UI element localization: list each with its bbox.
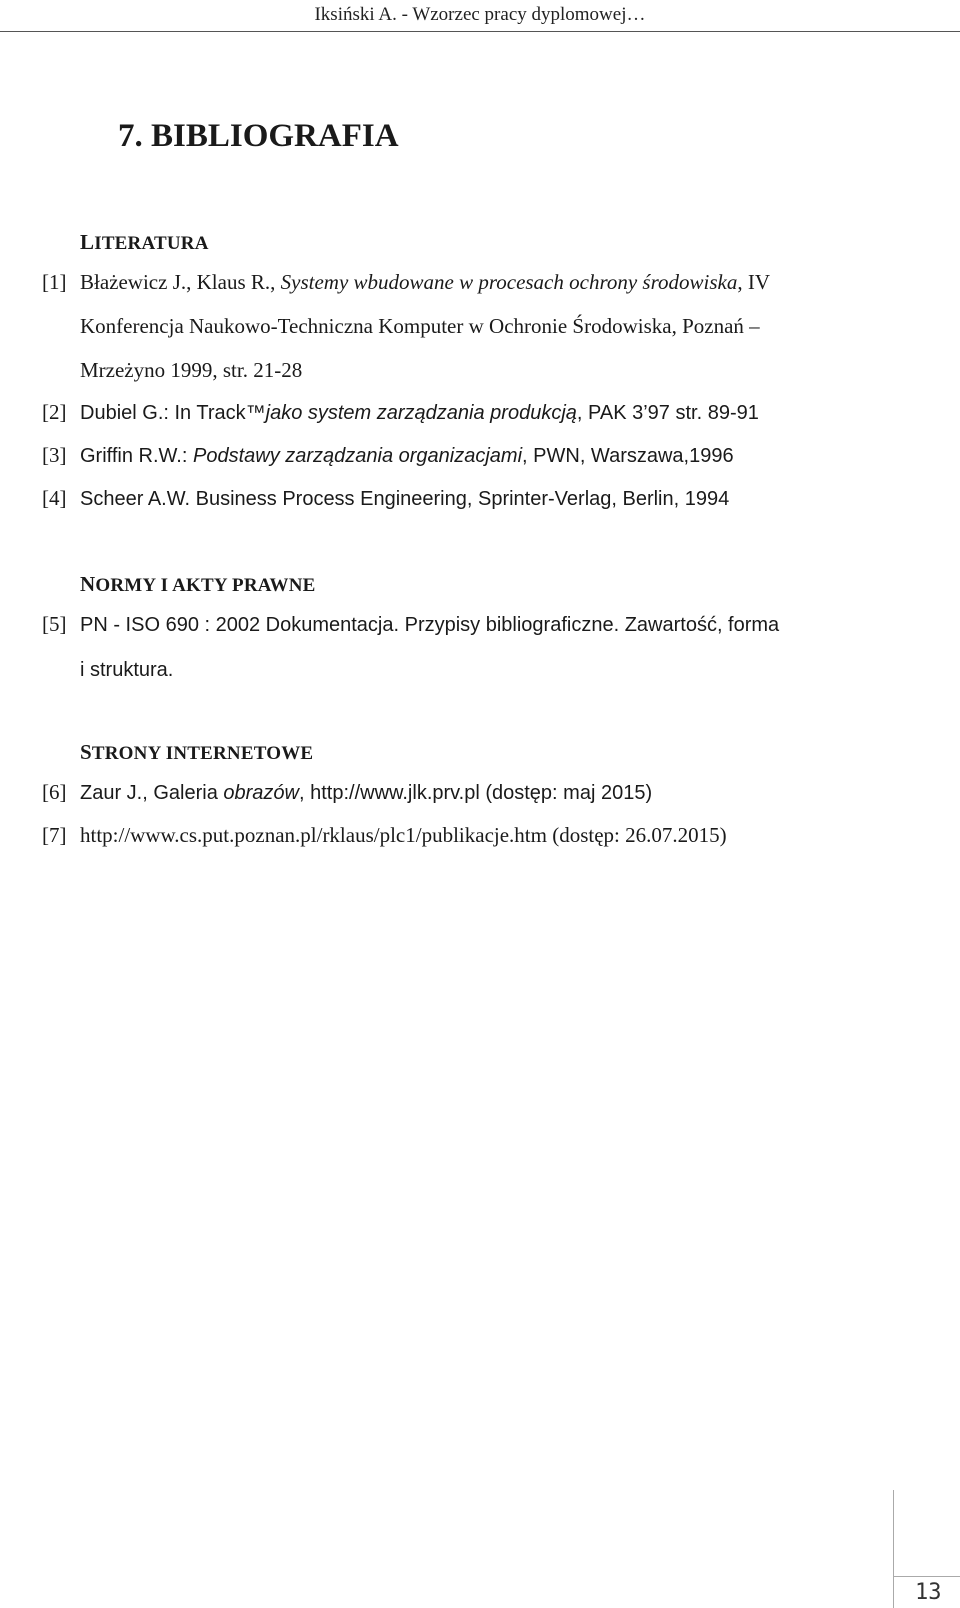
- entry-authors: Griffin R.W.:: [80, 445, 193, 467]
- entry-details-line2: Konferencja Naukowo-Techniczna Komputer w Ochronie Środowiska, Poznań –: [80, 314, 760, 338]
- section-heading-normy: [80, 572, 316, 597]
- entry-text: Scheer A.W. Business Process Engineering, Sprinter-Verlag, Berlin, 1994: [80, 488, 730, 510]
- section-heading-initial: S: [80, 740, 92, 764]
- bibliography-entry-5: [42, 602, 922, 692]
- entry-body: [80, 390, 922, 435]
- entry-number: [2]: [42, 400, 67, 424]
- entry-authors: Zaur J., Galeria: [80, 782, 224, 804]
- section-heading-literatura: [80, 230, 209, 255]
- section-heading-initial: N: [80, 572, 96, 596]
- bibliography-entry-4: [42, 476, 922, 521]
- running-header: Iksiński A. - Wzorzec pracy dyplomowej…: [314, 4, 646, 25]
- entry-body: [80, 476, 922, 521]
- entry-authors: Błażewicz J., Klaus R.: [80, 270, 271, 294]
- section-heading-rest: ORMY I AKTY PRAWNE: [95, 575, 316, 596]
- page-corner-horizontal-rule: [893, 1576, 960, 1577]
- page-corner-vertical-rule: [893, 1490, 894, 1608]
- bibliography-entry-7: [42, 813, 922, 857]
- entry-authors: Dubiel G.: In Track™: [80, 402, 266, 424]
- section-heading-rest: TRONY INTERNETOWE: [91, 743, 314, 764]
- entry-body: [80, 602, 922, 692]
- entry-separator: ,: [270, 270, 281, 294]
- entry-number: [7]: [42, 823, 67, 847]
- section-heading-initial: L: [80, 230, 95, 254]
- entry-url: http://www.cs.put.poznan.pl/rklaus/plc1/publikacje.htm (dostęp: 26.07.2015): [80, 823, 727, 847]
- bibliography-entry-1: [42, 260, 922, 392]
- entry-details-line3: Mrzeżyno 1999, str. 21-28: [80, 358, 303, 382]
- entry-number: [3]: [42, 443, 67, 467]
- entry-body: [80, 770, 922, 815]
- section-heading-strony: [80, 740, 313, 765]
- bibliography-entry-3: [42, 433, 922, 478]
- bibliography-entry-2: [42, 390, 922, 435]
- entry-details: , PAK 3’97 str. 89-91: [576, 402, 759, 424]
- entry-number: [4]: [42, 486, 67, 510]
- entry-number: [1]: [42, 270, 67, 294]
- entry-text-line2: i struktura.: [80, 659, 174, 681]
- header-rule: [0, 31, 960, 32]
- entry-title: Systemy wbudowane w procesach ochrony środowiska: [280, 270, 738, 294]
- section-heading-rest: ITERATURA: [94, 233, 209, 254]
- entry-body: [80, 260, 922, 392]
- page-number: 13: [915, 1580, 942, 1605]
- entry-details: , IV: [737, 270, 770, 294]
- entry-details: , PWN, Warszawa,1996: [522, 445, 734, 467]
- entry-number: [5]: [42, 612, 67, 636]
- chapter-title: 7. BIBLIOGRAFIA: [118, 118, 399, 154]
- entry-body: [80, 813, 922, 857]
- entry-text-line1: PN - ISO 690 : 2002 Dokumentacja. Przypisy bibliograficzne. Zawartość, forma: [80, 614, 780, 636]
- entry-number: [6]: [42, 780, 67, 804]
- entry-title: obrazów: [223, 782, 299, 804]
- bibliography-entry-6: [42, 770, 922, 815]
- entry-title: jako system zarządzania produkcją: [265, 402, 577, 424]
- entry-details: , http://www.jlk.prv.pl (dostęp: maj 2015): [299, 782, 653, 804]
- entry-title: Podstawy zarządzania organizacjami: [192, 445, 523, 467]
- entry-body: [80, 433, 922, 478]
